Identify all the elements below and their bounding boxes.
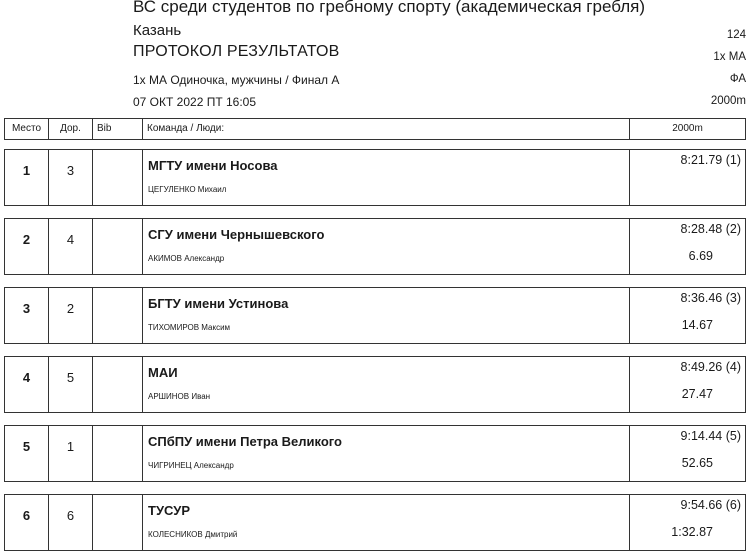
competition-title: ВС среди студентов по гребному спорту (академическая гребля) xyxy=(133,0,645,16)
protocol-heading: ПРОТОКОЛ РЕЗУЛЬТАТОВ xyxy=(133,43,340,60)
bib-cell xyxy=(93,426,143,481)
boat-class: 1х МА xyxy=(713,51,746,63)
lane-cell: 3 xyxy=(49,150,93,205)
table-row xyxy=(4,425,746,482)
time-cell xyxy=(630,357,745,412)
team-name: СПбПУ имени Петра Великого xyxy=(148,434,342,449)
column-header-time: 2000m xyxy=(672,123,703,134)
time-cell xyxy=(630,426,745,481)
team-name: БГТУ имени Устинова xyxy=(148,296,289,311)
team-cell xyxy=(143,495,630,550)
race-number: 124 xyxy=(726,29,746,41)
lane-cell: 1 xyxy=(49,426,93,481)
team-cell xyxy=(143,219,630,274)
lane-cell: 2 xyxy=(49,288,93,343)
column-header-lane: Дор. xyxy=(49,119,93,139)
time-behind: 6.69 xyxy=(688,249,713,263)
table-row xyxy=(4,494,746,551)
bib-cell xyxy=(93,150,143,205)
athlete-name: КОЛЕСНИКОВ Дмитрий xyxy=(148,530,238,539)
column-header-team: Команда / Люди: xyxy=(143,119,630,139)
team-cell xyxy=(143,426,630,481)
time-behind: 1:32.87 xyxy=(671,525,713,539)
lane-cell: 5 xyxy=(49,357,93,412)
team-name: СГУ имени Чернышевского xyxy=(148,227,325,242)
table-row xyxy=(4,287,746,344)
team-name: МГТУ имени Носова xyxy=(148,158,278,173)
team-name: МАИ xyxy=(148,365,178,380)
table-row xyxy=(4,149,746,206)
athlete-name: АКИМОВ Александр xyxy=(148,254,225,263)
distance: 2000m xyxy=(710,95,746,107)
table-row xyxy=(4,356,746,413)
team-name: ТУСУР xyxy=(148,503,191,518)
finish-time: 9:54.66 (6) xyxy=(680,498,741,512)
lane-cell: 6 xyxy=(49,495,93,550)
place-cell: 6 xyxy=(5,495,49,550)
bib-cell xyxy=(93,495,143,550)
time-cell xyxy=(630,219,745,274)
bib-cell xyxy=(93,219,143,274)
time-behind: 27.47 xyxy=(681,387,713,401)
athlete-name: АРШИНОВ Иван xyxy=(148,392,211,401)
time-cell xyxy=(630,150,745,205)
lane-cell: 4 xyxy=(49,219,93,274)
bib-cell xyxy=(93,288,143,343)
column-header-place: Место xyxy=(5,119,49,139)
time-cell xyxy=(630,495,745,550)
table-row xyxy=(4,218,746,275)
finish-time: 8:28.48 (2) xyxy=(680,222,741,236)
team-cell xyxy=(143,357,630,412)
event-name: 1х МА Одиночка, мужчины / Финал А xyxy=(133,73,340,87)
finish-time: 8:49.26 (4) xyxy=(680,360,741,374)
final-code: ФА xyxy=(729,73,746,85)
bib-cell xyxy=(93,357,143,412)
place-cell: 3 xyxy=(5,288,49,343)
finish-time: 8:36.46 (3) xyxy=(680,291,741,305)
place-cell: 5 xyxy=(5,426,49,481)
athlete-name: ТИХОМИРОВ Максим xyxy=(148,323,231,332)
race-date: 07 ОКТ 2022 ПТ 16:05 xyxy=(133,95,257,109)
place-cell: 4 xyxy=(5,357,49,412)
finish-time: 8:21.79 (1) xyxy=(680,153,741,167)
athlete-name: ЦЕГУЛЕНКО Михаил xyxy=(148,185,227,194)
athlete-name: ЧИГРИНЕЦ Александр xyxy=(148,461,234,470)
team-cell xyxy=(143,288,630,343)
time-behind: 14.67 xyxy=(681,318,713,332)
results-table-header xyxy=(4,118,746,140)
place-cell: 2 xyxy=(5,219,49,274)
team-cell xyxy=(143,150,630,205)
place-cell: 1 xyxy=(5,150,49,205)
city: Казань xyxy=(133,22,182,39)
time-behind: 52.65 xyxy=(681,456,713,470)
time-cell xyxy=(630,288,745,343)
column-header-bib: Bib xyxy=(93,119,143,139)
finish-time: 9:14.44 (5) xyxy=(680,429,741,443)
